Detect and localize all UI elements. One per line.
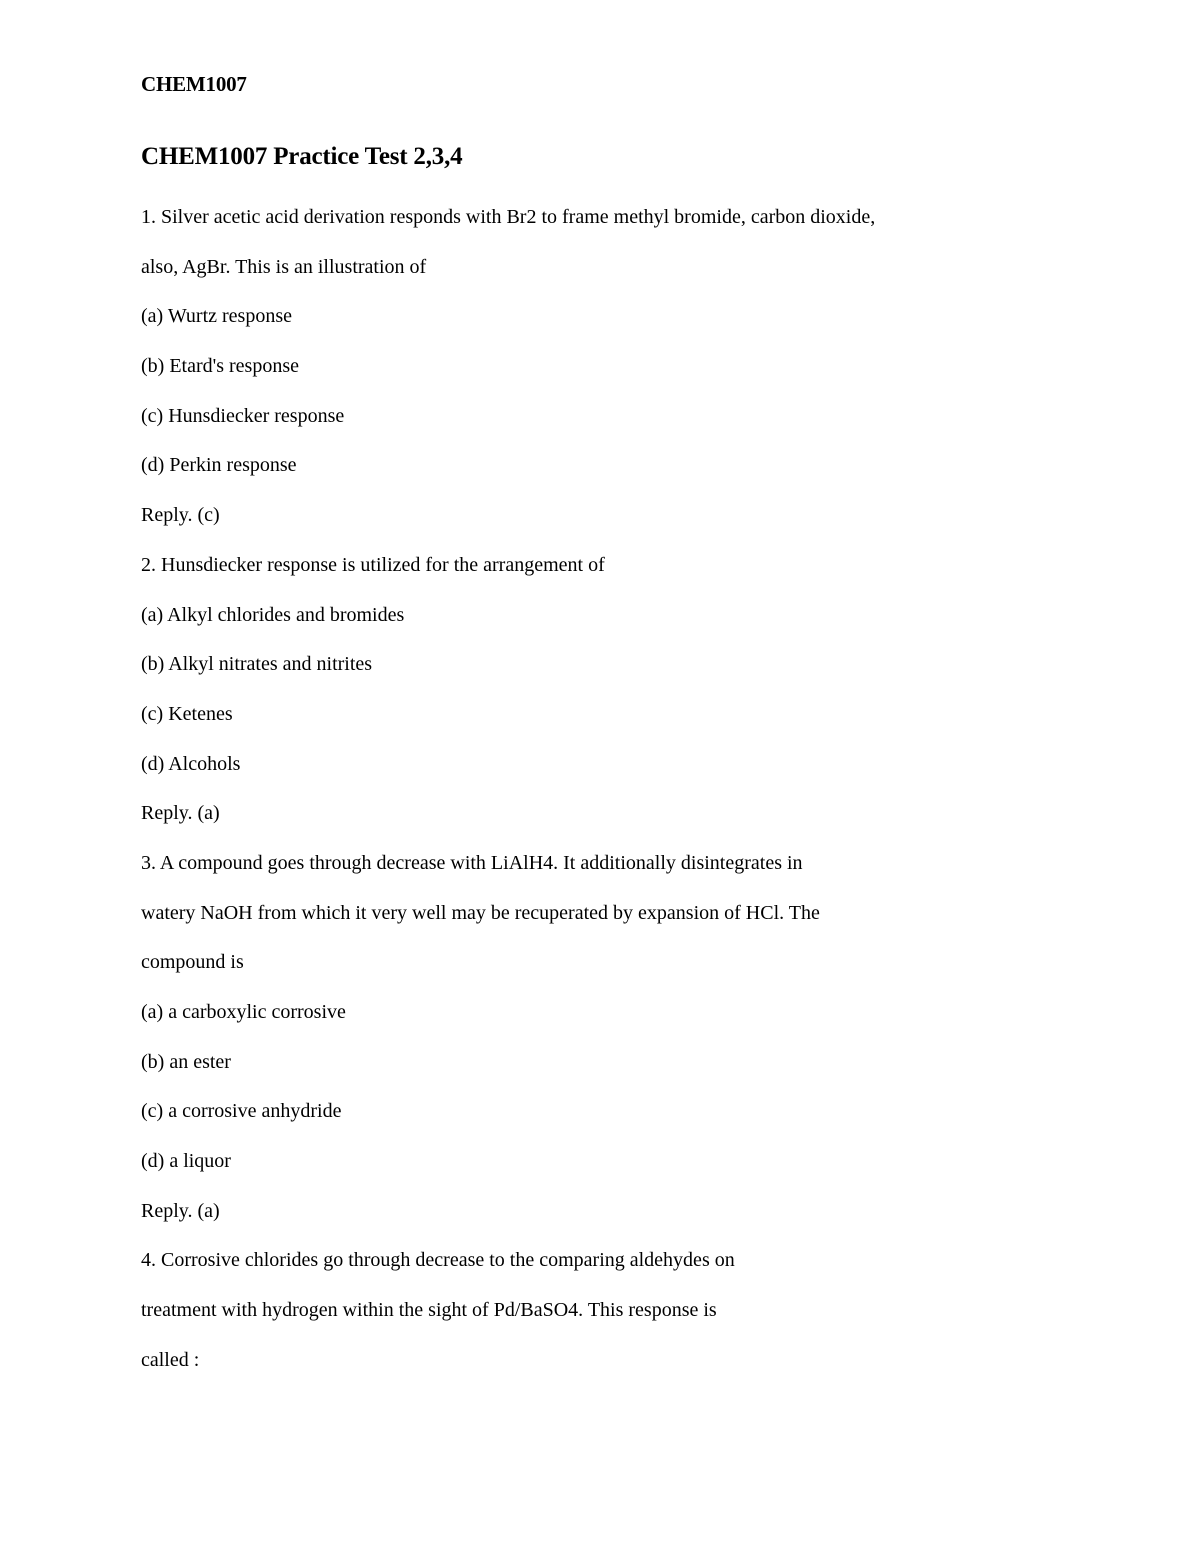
- text-line: also, AgBr. This is an illustration of: [141, 255, 427, 278]
- text-line: (b) an ester: [141, 1050, 231, 1073]
- text-line: (a) Wurtz response: [141, 305, 292, 328]
- text-line: (d) Alcohols: [141, 752, 241, 775]
- text-line: (a) a carboxylic corrosive: [141, 1001, 346, 1023]
- text-line: called :: [141, 1348, 200, 1371]
- text-line: (b) Etard's response: [141, 355, 299, 378]
- text-line: (c) a corrosive anhydride: [141, 1100, 342, 1123]
- text-line: 4. Corrosive chlorides go through decrease to the comparing aldehydes on: [141, 1249, 735, 1272]
- page-header: CHEM1007: [141, 72, 247, 96]
- text-line: (d) Perkin response: [141, 454, 297, 477]
- question-lines: [141, 202, 1091, 1395]
- text-line: Reply. (a): [141, 802, 220, 825]
- text-line: watery NaOH from which it very well may be recuperated by expansion of HCl. The: [141, 901, 820, 924]
- text-line: 1. Silver acetic acid derivation responds with Br2 to frame methyl bromide, carbon dioxide,: [141, 206, 876, 228]
- text-line: (c) Hunsdiecker response: [141, 404, 345, 427]
- text-line: (d) a liquor: [141, 1150, 231, 1173]
- text-line: 3. A compound goes through decrease with LiAlH4. It additionally disintegrates in: [141, 851, 803, 874]
- text-line: (a) Alkyl chlorides and bromides: [141, 603, 405, 626]
- text-line: Reply. (c): [141, 504, 220, 527]
- text-line: 2. Hunsdiecker response is utilized for the arrangement of: [141, 553, 605, 576]
- text-line: (b) Alkyl nitrates and nitrites: [141, 653, 373, 676]
- text-line: Reply. (a): [141, 1199, 220, 1222]
- page-title: CHEM1007 Practice Test 2,3,4: [141, 143, 463, 170]
- text-line: treatment with hydrogen within the sight of Pd/BaSO4. This response is: [141, 1299, 717, 1322]
- text-line: (c) Ketenes: [141, 702, 233, 725]
- text-line: compound is: [141, 951, 244, 974]
